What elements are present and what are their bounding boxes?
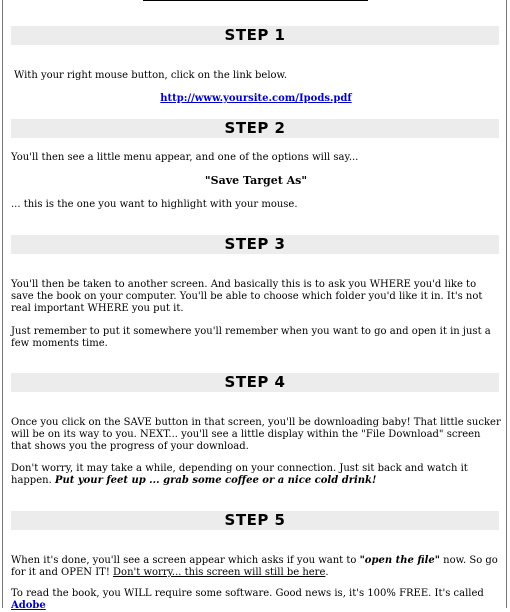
step-5-text-f: To read the book, you WILL require some software. Good news is, it's 100% FREE. It's called — [11, 588, 484, 599]
step-1-link-wrap — [11, 93, 501, 105]
step-5-paragraph-2 — [11, 588, 501, 612]
step-1-header: STEP 1 — [11, 26, 499, 45]
step-5-text-e: . — [325, 567, 329, 578]
step-5-text-c: now. So go for it and OPEN IT! — [11, 555, 498, 578]
step-4-plain-text: Don't worry, it may take a while, depending on your connection. Just sit back and watch it happen. — [11, 463, 468, 486]
step-2-line-2: ... this is the one you want to highlight with your mouse. — [11, 199, 298, 210]
step-4-paragraph-1: Once you click on the SAVE button in that screen, you'll be downloading baby! That little sucker will be on its way to you. NEXT... you'll see a little display within the "File Download" screen that shows you the progress of your download. — [11, 417, 501, 452]
step-4-emphasis: Put your feet up ... grab some coffee or a nice cold drink! — [54, 475, 377, 486]
step-2-line-1: You'll then see a little menu appear, and one of the options will say... — [11, 152, 359, 163]
adobe-link[interactable]: Adobe — [11, 600, 46, 611]
step-2-header: STEP 2 — [11, 119, 499, 138]
step-5-paragraph-1 — [11, 555, 501, 579]
step-1-instruction: With your right mouse button, click on the link below. — [14, 70, 288, 81]
open-the-file-text: "open the file" — [359, 555, 440, 566]
still-here-text: Don't worry... this screen will still be here — [113, 567, 326, 578]
save-target-as-text: "Save Target As" — [204, 174, 308, 187]
step-3-paragraph-1: You'll then be taken to another screen. And basically this is to ask you WHERE you'd like to save the book on your computer. You'll be able to choose which folder you'd like it in. It's not real important WHERE you put it. — [11, 279, 483, 314]
step-4-paragraph-2 — [11, 463, 501, 487]
step-5-text-a: When it's done, you'll see a screen appear which asks if you want to — [11, 555, 360, 566]
step-5-header: STEP 5 — [11, 511, 499, 530]
step-3-header: STEP 3 — [11, 235, 499, 254]
step-3-paragraph-2: Just remember to put it somewhere you'll remember when you want to go and open it in just a few moments time. — [11, 326, 491, 349]
step-4-header: STEP 4 — [11, 373, 499, 392]
download-link[interactable]: http://www.yoursite.com/Ipods.pdf — [160, 93, 352, 104]
top-divider — [143, 0, 368, 1]
